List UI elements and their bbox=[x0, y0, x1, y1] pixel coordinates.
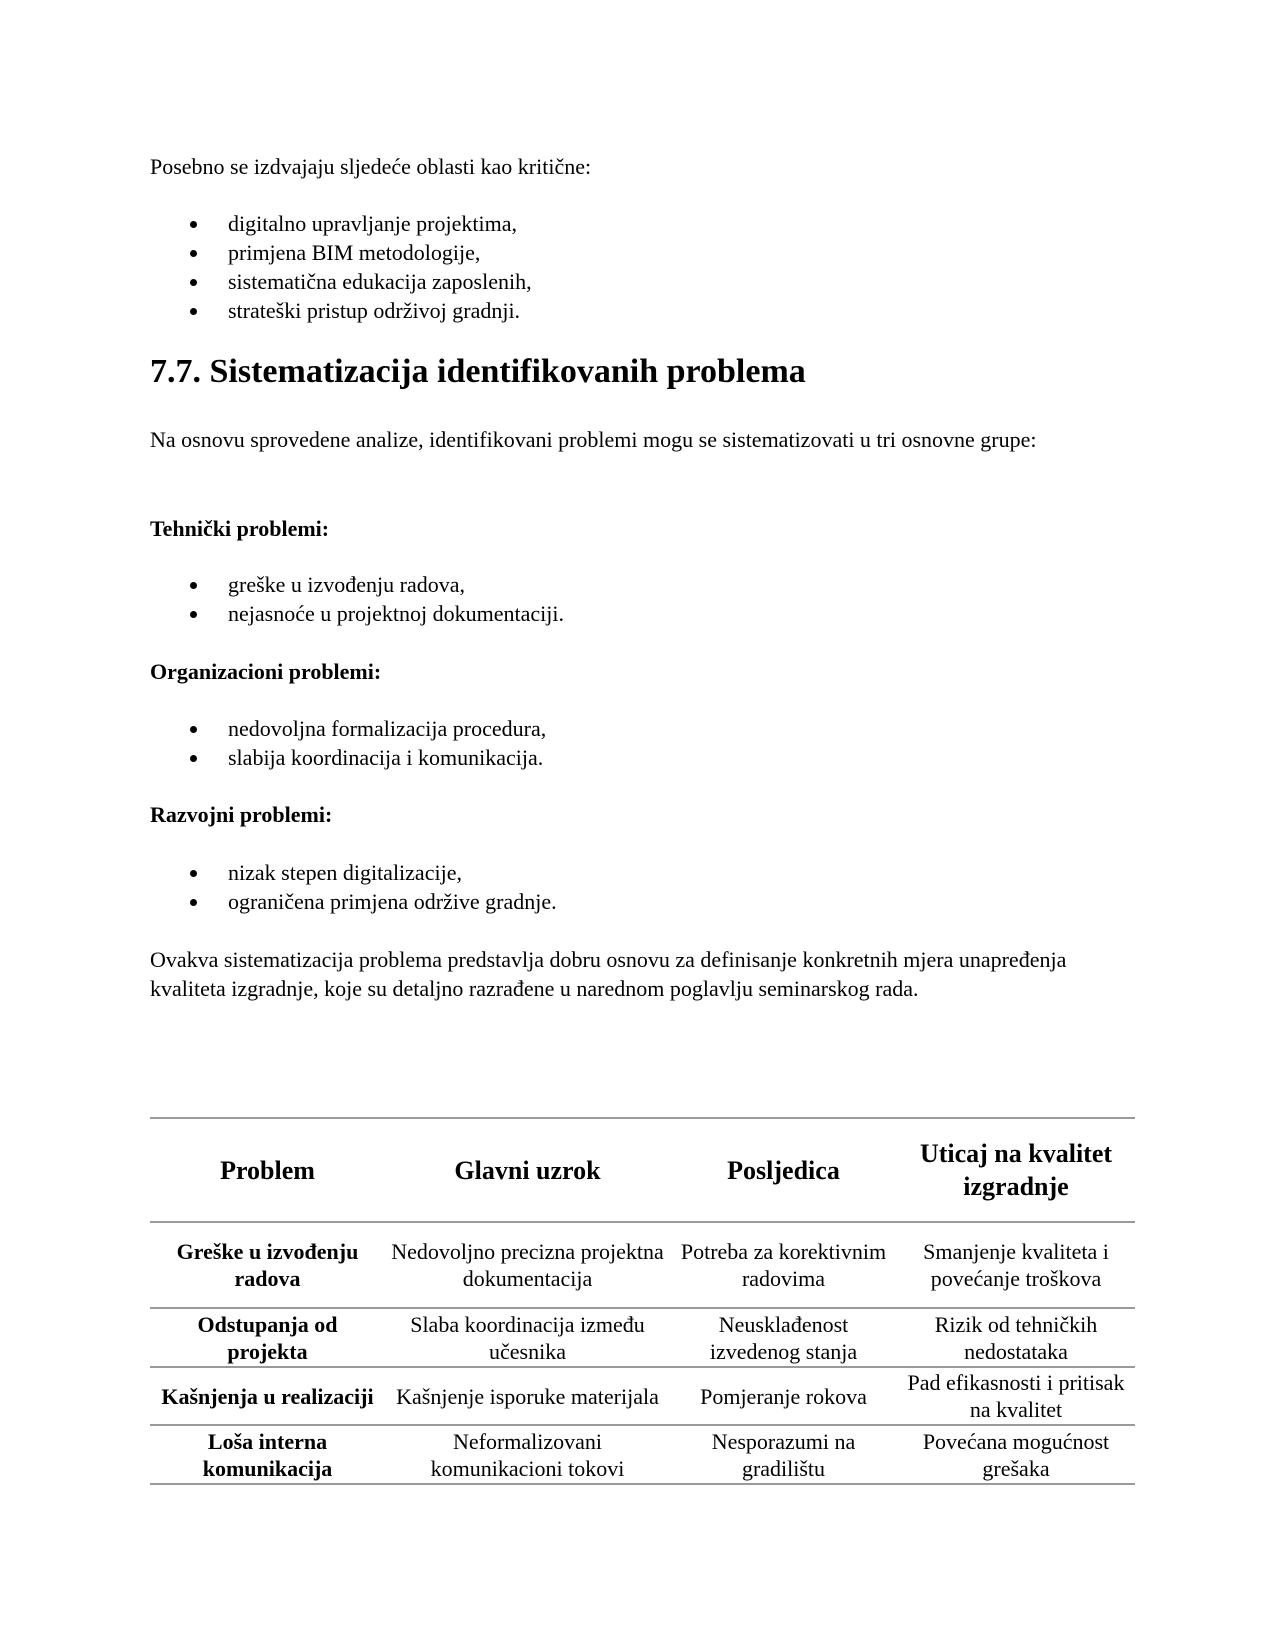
table-row bbox=[150, 1308, 1135, 1367]
list-item: nedovoljna formalizacija procedura, bbox=[150, 714, 546, 743]
impact-cell: Rizik od tehničkih nedostataka bbox=[897, 1308, 1135, 1367]
impact-cell: Pad efikasnosti i pritisak na kvalitet bbox=[897, 1367, 1135, 1425]
bullet-icon bbox=[190, 611, 197, 618]
impact-cell: Povećana mogućnost grešaka bbox=[897, 1425, 1135, 1484]
cause-cell: Slaba koordinacija između učesnika bbox=[385, 1308, 670, 1367]
list-item: slabija koordinacija i komunikacija. bbox=[150, 743, 546, 772]
bullet-icon bbox=[190, 221, 197, 228]
list-item: ograničena primjena održive gradnje. bbox=[150, 887, 557, 916]
cause-cell: Nedovoljno precizna projektna dokumentacija bbox=[385, 1222, 670, 1308]
bullet-icon bbox=[190, 899, 197, 906]
consequence-cell: Neusklađenost izvedenog stanja bbox=[670, 1308, 897, 1367]
consequence-cell: Potreba za korektivnim radovima bbox=[670, 1222, 897, 1308]
problem-cell: Odstupanja od projekta bbox=[150, 1308, 385, 1367]
bullet-icon bbox=[190, 726, 197, 733]
impact-cell: Smanjenje kvaliteta i povećanje troškova bbox=[897, 1222, 1135, 1308]
table-row bbox=[150, 1367, 1135, 1425]
cause-cell: Kašnjenje isporuke materijala bbox=[385, 1367, 670, 1425]
group-heading-organizational: Organizacioni problemi: bbox=[150, 659, 382, 684]
column-header-consequence: Posljedica bbox=[670, 1118, 897, 1222]
list-item: digitalno upravljanje projektima, bbox=[150, 209, 532, 238]
section-heading: 7.7. Sistematizacija identifikovanih problema bbox=[150, 353, 806, 390]
intro-paragraph: Posebno se izdvajaju sljedeće oblasti kao kritične: bbox=[150, 154, 592, 179]
problem-cell: Greške u izvođenju radova bbox=[150, 1222, 385, 1308]
problems-table bbox=[150, 1117, 1135, 1485]
column-header-main-cause: Glavni uzrok bbox=[385, 1118, 670, 1222]
bullet-icon bbox=[190, 308, 197, 315]
development-problems-list bbox=[150, 858, 557, 916]
list-item: strateški pristup održivoj gradnji. bbox=[150, 296, 532, 325]
section-lead-paragraph: Na osnovu sprovedene analize, identifikovani problemi mogu se sistematizovati u tri osnovne grupe: bbox=[150, 427, 1037, 452]
conclusion-paragraph: Ovakva sistematizacija problema predstavlja dobru osnovu za definisanje konkretnih mjera unapređenja kvaliteta izgradnje, koje su detaljno razrađene u narednom poglavlju seminarskog rada. bbox=[150, 947, 1067, 1001]
problem-cell: Kašnjenja u realizaciji bbox=[150, 1367, 385, 1425]
bullet-icon bbox=[190, 582, 197, 589]
column-header-quality-impact: Uticaj na kvalitet izgradnje bbox=[897, 1118, 1135, 1222]
list-item: nejasnoće u projektnoj dokumentaciji. bbox=[150, 599, 564, 628]
group-heading-development: Razvojni problemi: bbox=[150, 802, 333, 827]
list-item: nizak stepen digitalizacije, bbox=[150, 858, 557, 887]
cause-cell: Neformalizovani komunikacioni tokovi bbox=[385, 1425, 670, 1484]
organizational-problems-list bbox=[150, 714, 546, 772]
problem-cell: Loša interna komunikacija bbox=[150, 1425, 385, 1484]
table-row bbox=[150, 1425, 1135, 1484]
bullet-icon bbox=[190, 755, 197, 762]
consequence-cell: Nesporazumi na gradilištu bbox=[670, 1425, 897, 1484]
technical-problems-list bbox=[150, 570, 564, 628]
list-item: sistematična edukacija zaposlenih, bbox=[150, 267, 532, 296]
bullet-icon bbox=[190, 870, 197, 877]
table-row bbox=[150, 1222, 1135, 1308]
column-header-problem: Problem bbox=[150, 1118, 385, 1222]
list-item: primjena BIM metodologije, bbox=[150, 238, 532, 267]
list-item: greške u izvođenju radova, bbox=[150, 570, 564, 599]
consequence-cell: Pomjeranje rokova bbox=[670, 1367, 897, 1425]
group-heading-technical: Tehnički problemi: bbox=[150, 516, 330, 541]
table-header-row bbox=[150, 1118, 1135, 1222]
bullet-icon bbox=[190, 250, 197, 257]
bullet-icon bbox=[190, 279, 197, 286]
critical-areas-list bbox=[150, 209, 532, 325]
